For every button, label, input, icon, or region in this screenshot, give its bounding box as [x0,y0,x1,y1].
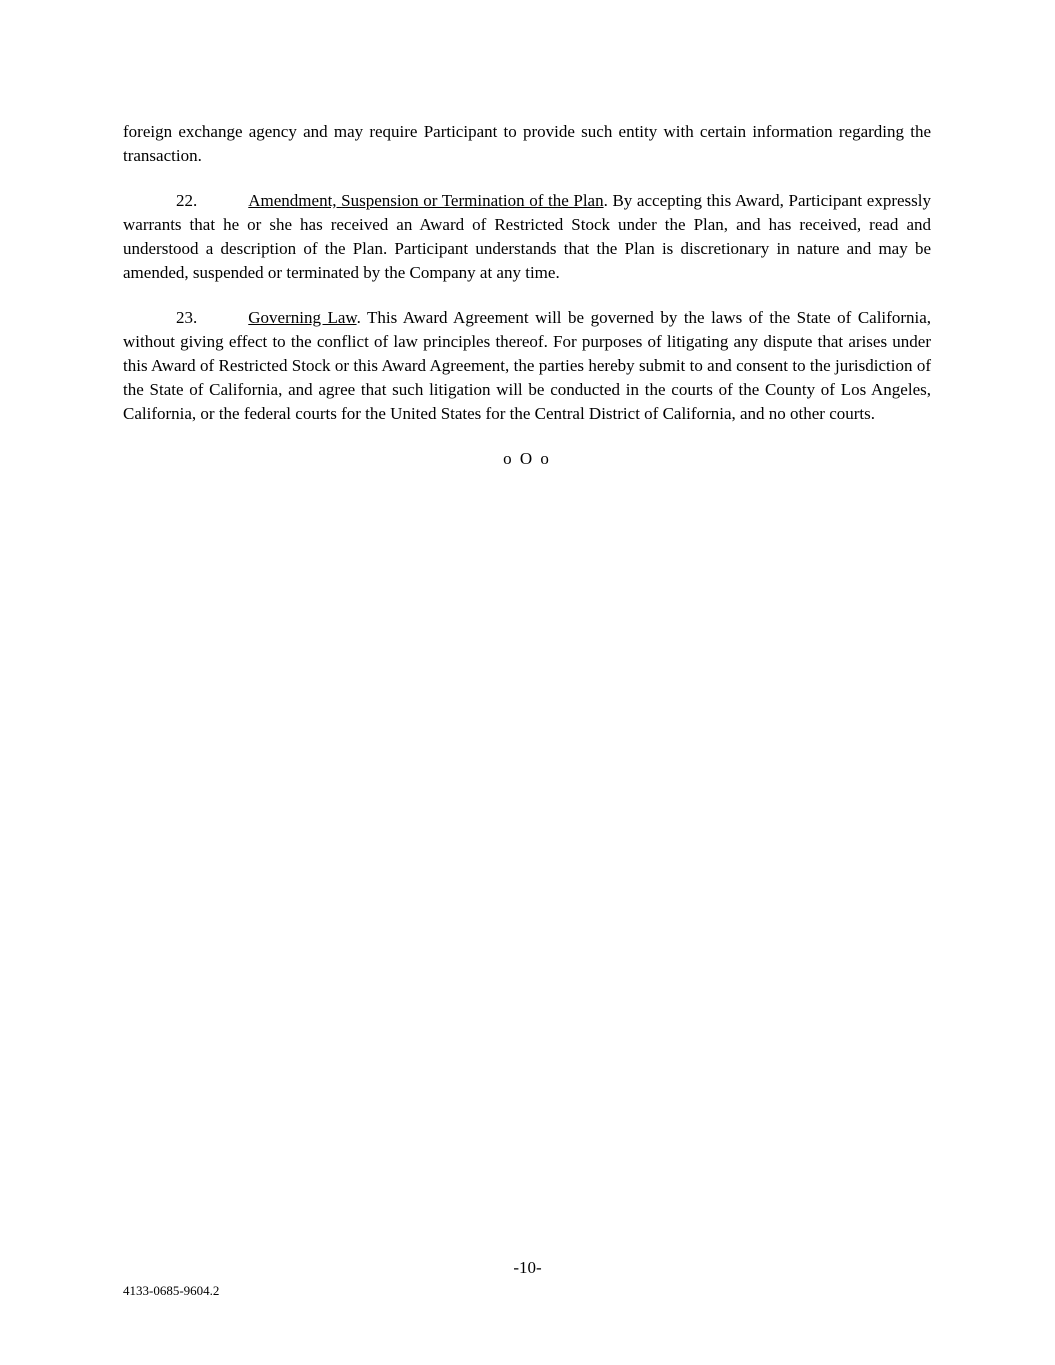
section-22-heading: Amendment, Suspension or Termination of the Plan [248,191,604,210]
section-22-body: . By accepting this Award, Participant expressly warrants that he or she has received an Award of Restricted Stock under the Plan, and has received, read and understood a description of the Plan. Participant understands that the Plan is discretionary in nature and may be amended, suspended or terminated by the Company at any time. [123,191,931,282]
section-23-number: 23. [176,308,198,327]
section-23-body: . This Award Agreement will be governed by the laws of the State of California, without giving effect to the conflict of law principles thereof. For purposes of litigating any dispute that arises under this Award of Restricted Stock or this Award Agreement, the parties hereby submit to and consent to the jurisdiction of the State of California, and agree that such litigation will be conducted in the courts of the County of Los Angeles, California, or the federal courts for the United States for the Central District of California, and no other courts. [123,308,931,423]
document-control-number: 4133-0685-9604.2 [123,1283,220,1298]
section-22-paragraph [123,189,931,285]
page-number: -10- [513,1258,542,1277]
section-23-paragraph [123,306,931,426]
continuation-paragraph: foreign exchange agency and may require Participant to provide such entity with certain information regarding the transaction. [123,122,931,165]
end-of-document-separator: o O o [503,449,551,468]
section-22-number: 22. [176,191,198,210]
section-23-heading: Governing Law [248,308,357,327]
